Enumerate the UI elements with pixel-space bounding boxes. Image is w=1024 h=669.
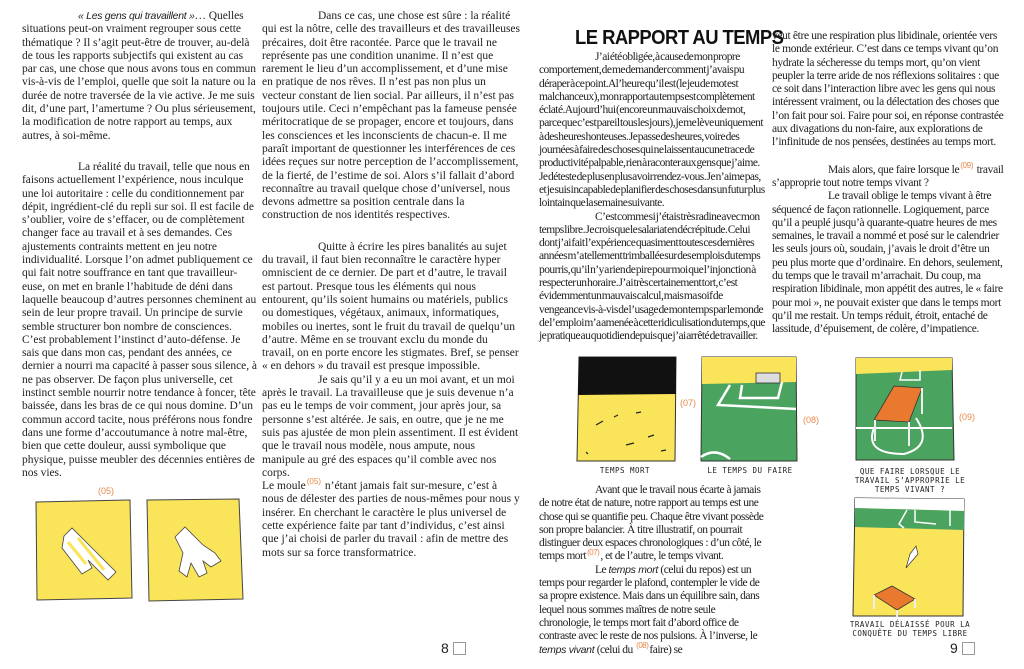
paragraph: Quitte à écrire les pires banalités au sujet du travail, il faut bien reconnaître le caractère hyper omniscient de ce dernier. De part et d’autre, le travail est partout. Presque tous les éléments qui nous entourent, qu’ils soient humains ou matériels, publics ou domestiques, végétaux, animaux, informatiques, mobiles ou inertes, sont le fruit du travail de quelqu’un d’autre. Même en se trouvant exclu du monde du travail, on en porte encore les stigmates. Bref, se penser « en dehors » du travail est presque impossible. [262, 240, 519, 373]
paragraph: Je sais qu’il y a eu un moi avant, et un moi après le travail. La travailleuse que je suis devenue n’a pas eu le temps de voir comment, jour après jour, sa personne s’est altérée. Je sais, en outre, que je ne me suis pas ajustée de mon plein assentiment. Il est évident que le travail nous modèle, nous ampute, nous manipule au gré des espaces qu’il comble avec nos corps. [262, 373, 519, 479]
figure-label-09: (09) [959, 412, 976, 422]
page-number-8: 8 [441, 640, 466, 656]
footnote-ref: (07) [587, 547, 600, 557]
section-title: LE RAPPORT AU TEMPS [575, 26, 784, 49]
illustration-05-mold-a [34, 498, 134, 603]
paragraph: Le moule$^{(05)}$ n’étant jamais fait sur-mesure, c’est à nous de délester des parties de nous-mêmes pour nous y insérer. En cherchant le caractère le plus universel de cette expérience faite par tant d’individus, c’est ainsi que j’ai choisi de parler du travail : afin de mettre des mots sur sa force transformatrice. [262, 477, 520, 559]
illustration-07-temps-mort [576, 355, 678, 463]
figure-label-08: (08) [803, 415, 820, 425]
footnote-ref: (09) [960, 160, 974, 170]
paragraph: Avant que le travail nous écarte à jamais de notre état de nature, notre rapport au temps est une chose qui se quantifie peu. Chaque être vivant possède son propre balancier. À titre illustratif, on pourrait distinguer deux espaces chronologiques : d’un côté, le temps mort$^{(07)}$, et de l’autre, le temps vivant. [539, 484, 764, 563]
right-column-2 [772, 30, 1004, 337]
footnote-ref: (05) [306, 477, 321, 487]
paragraph: C’est comme si j’étais très radine avec mon temps libre. Je crois que le salariat en décrépitude. Celui dont j’ai fait l’expérience quasiment toutes ces dernières années m’a tellement trimballée sur des emplois du temps pourris, qu’il n’y a rien de pire pour moi que l’injonction à respecter un horaire. J’ai très certainement tort, c’est évidemment un mauvais calcul, mais ma soif de vengeance vis-à-vis de l’usage de mon temps par le monde de l’emploi m’a amenée à cette ridiculisation du temps, que je pratique au quotidien depuis que j’ai arrêté de travailler. [539, 210, 765, 343]
paragraph: veut être une respiration plus libidinale, orientée vers le monde extérieur. C’est dans ce temps vivant qu’on hydrate la sécheresse du temps mort, qu’on vient peupler la terre aride de nos réflexions solitaires : que ce soit dans l’interaction libre avec les gens qui nous intéressent vraiment, ou la délectation des choses que l’on fait pour soi. Faire pour soi, en réponse contrastée aux divagations du non-faire, aux explorations de l’infinitude de nos pensées, destinées au temps mort. [772, 30, 1004, 149]
paragraph: La réalité du travail, telle que nous en faisons actuellement l’expérience, nous inculque une loi autoritaire : celle du conditionnement par dépit, ingrédient-clé du repli sur soi. Il est facile de s’oublier, voire de s’effacer, ou de complètement changer face au travail et à ses demandes. Ces ajustements contraints mettent en jeu notre individualité. Lorsque l’on admet publiquement ce qui fait notre souffrance en tant que travailleur-euse, on met en branle l’habitude de déni dans laquelle beaucoup d’autres personnes cheminent au sein de leur propre travail. Un principe de survie semble structurer bon nombre de consciences. [22, 160, 257, 333]
paragraph: « Les gens qui travaillent »… Quelles situations peut-on vraiment regrouper sous cette thématique ? Il s’agit peut-être de trouver, au-delà de tous les rapports subjectifs qui existent au cas par cas, une chose que nous avons tous en commun vis-à-vis de l’emploi, quelle que soit la nature ou la durée de notre traversée de la vie active. Je me suis dit, d’une part, l’amertume ? Ou plus sérieusement, la modification de notre rapport au temps, aux autres, à soi-même. [22, 10, 256, 142]
page-marker-box [453, 642, 466, 655]
figure-label-05: (05) [98, 486, 115, 496]
italic-term: temps mort [608, 563, 659, 576]
italic-term: temps vivant [539, 643, 595, 656]
right-column-1 [539, 51, 765, 344]
page-number-9: 9 [950, 640, 975, 656]
paragraph: Dans ce cas, une chose est sûre : la réalité qui est la nôtre, celle des travailleurs et des travailleuses précaires, doit être racontée. Parce que le travail ne représente pas une condition unanime. Il n’est que rarement le lieu d’un accomplissement, et d’une mise en pratique de nos rêves. Il n’est pas non plus un vecteur constant de lien social. Par ailleurs, il n’est pas toujours utile. Ceci n’empêchant pas la fameuse pensée méritocratique de se propager, encore et toujours, dans les consciences et les inconscients de chacun-e. Il me paraît important de questionner les interférences de ces idées reçues sur notre perception de l’accomplissement, de la fierté, de l’estime de soi. Alors s’il fallait d’abord reconnaître au travail quelque chose d’universel, nous devons admettre sa position centrale dans la construction de nos identités respectives. [262, 10, 521, 222]
right-column-1-bottom [539, 484, 765, 657]
caption-10: TRAVAIL DÉLAISSÉ POUR LA CONQUÊTE DU TEMPS LIBRE [849, 620, 971, 638]
paragraph: Mais alors, que faire lorsque le$^{(09)}$ travail s’approprie tout notre temps vivant ? [772, 160, 1004, 189]
caption-09: QUE FAIRE LORSQUE LE TRAVAIL S’APPROPRIE LE TEMPS VIVANT ? [854, 467, 966, 494]
paragraph: Le temps mort (celui du repos) est un temps pour regarder le plafond, contempler le vide de sa propre existence. Mais dans un équilibre sain, dans lequel nous sommes maîtres de notre seule chronologie, le temps mort fait d’abord office de contraste avec le reste de nos pulsions. À l’inverse, le temps vivant (celui du $^{(08)}$faire) se [539, 563, 760, 656]
left-column-2 [262, 10, 520, 560]
footnote-ref: (08) [636, 640, 649, 650]
illustration-10-abandoned-table [852, 496, 966, 618]
illustration-05-mold-b [145, 497, 245, 603]
figure-label-07: (07) [680, 398, 697, 408]
caption-08: LE TEMPS DU FAIRE [707, 466, 793, 475]
page-marker-box [962, 642, 975, 655]
caption-07: TEMPS MORT [599, 466, 651, 475]
paragraph: C’est probablement l’instinct d’auto-défense. Je sais que dans mon cas, pendant des années, ce dernier a nourri ma capacité à passer sous silence, à ne pas observer. De façon plus universelle, cet instinct semble nourrir notre tendance à foncer, tête baissée, dans les bras de ce qui nous domine. D’un commun accord tacite, nous préférons nous fondre dans une forme d’accoutumance à notre mal-être, bien que cette douleur, aussi symbolique que physique, puisse meubler des décennies entières de nos vies. [22, 333, 257, 479]
paragraph: Le travail oblige le temps vivant à être séquencé de façon rationnelle. Logiquement, parce qu’il a peuplé jusqu’à quarante-quatre heures de mes semaines, le travail a nommé et posé sur le calendrier les seuls jours où, soudain, j’avais le droit d’être un peu plus morte que d’ordinaire. En dehors, seulement, du temps que le travail m’arrachait. Du coup, ma respiration libidinale, mon appétit des autres, le « faire pour moi », ne pouvait exister que dans le temps mort qu’il me restait. Un temps réduit, étroit, entaché de lassitude, d’épuisement, de colère, d’impatience. [772, 190, 1003, 336]
italic-quote: « Les gens qui travaillent » [78, 10, 195, 22]
illustration-08-temps-du-faire [700, 355, 800, 463]
illustration-09-table-on-field [854, 356, 956, 463]
paragraph: J’ai été obligée, à cause de mon propre comportement, de me demander comment j’avais pu déraper à ce point. A l’heure qu’il est (le jeu de mot est malchanceux), mon rapport au temps est complètement éclaté. Aujourd’hui (encore un mauvais choix de mot, parce que c’est pareil tous les jours), je me lève uniquement à des heures honteuses. Je passe des heures, voire des journées à faire des choses qui ne laissent aucune trace de productivité palpable, rien à raconter aux gens que j’aime. Je déteste de plus en plus avoir rendez-vous. Je n’aime pas, et je suis incapable de planifier des choses dans un futur plus lointain que la semaine suivante. [539, 51, 765, 210]
left-column-1 [22, 10, 258, 480]
